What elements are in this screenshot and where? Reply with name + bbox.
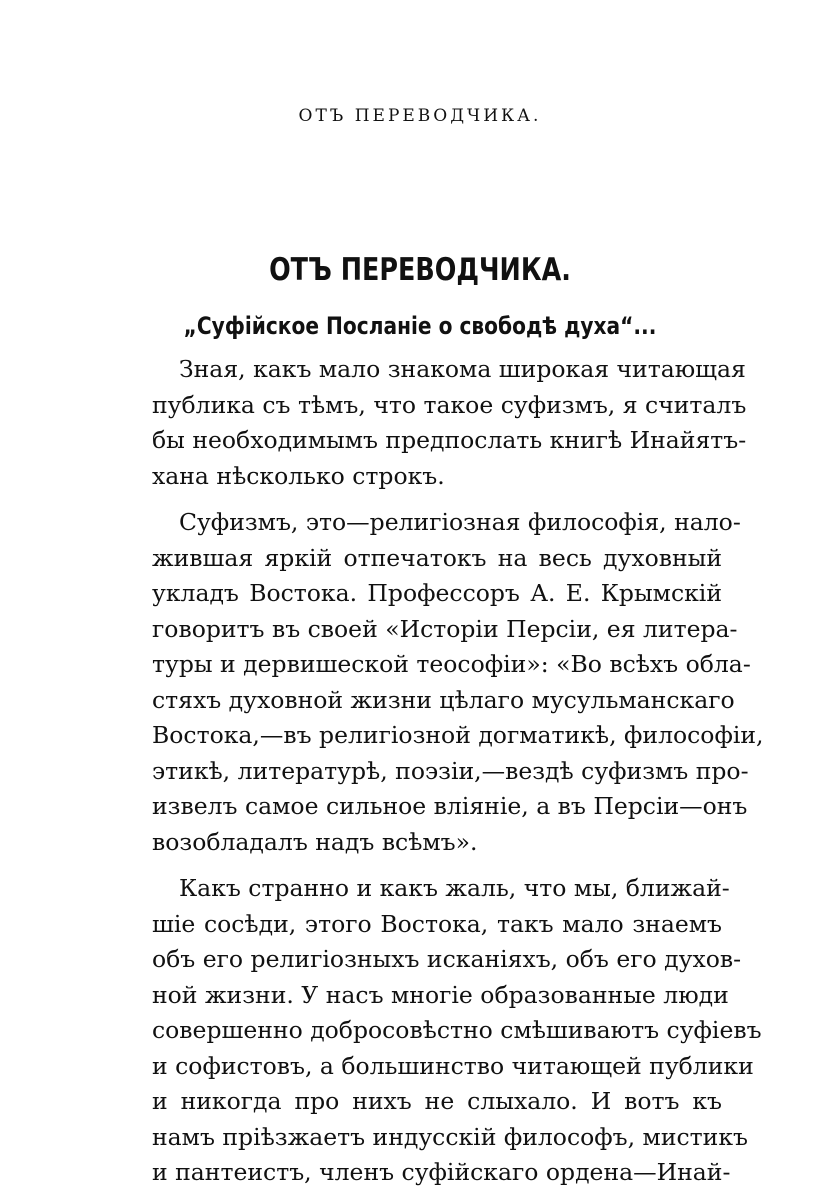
text-line: этикѣ, литературѣ, поэзiи,—вездѣ суфизмъ про- bbox=[152, 756, 749, 785]
text-line: хана нѣсколько строкъ. bbox=[152, 461, 445, 490]
text-line: бы необходимымъ предпослать книгѣ Инайятъ- bbox=[152, 426, 747, 454]
text-line: укладъ Востока. Профессоръ А. Е. Крымскiй bbox=[152, 579, 722, 607]
text-line: Какъ странно и какъ жаль, что мы, ближай- bbox=[179, 874, 730, 902]
text-line: объ его религiозныхъ исканiяхъ, объ его духов- bbox=[152, 945, 742, 973]
text-line: туры и дервишеской теософiи»: «Во всѣхъ обла- bbox=[152, 650, 751, 678]
text-line: Зная, какъ мало знакома широкая читающая bbox=[179, 355, 746, 383]
text-line: Востока,—въ религiозной догматикѣ, философiи, bbox=[152, 721, 764, 749]
text-line: публика съ тѣмъ, что такое суфизмъ, я считалъ bbox=[152, 390, 747, 419]
running-head: ОТЪ ПЕРЕВОДЧИКА. bbox=[298, 106, 542, 126]
text-line: говоритъ въ своей «Исторiи Персiи, ея литера- bbox=[152, 614, 738, 643]
chapter-heading: ОТЪ ПЕРЕВОДЧИКА. bbox=[269, 252, 571, 288]
text-line: и пантеистъ, членъ суфiйскаго ордена—Инай- bbox=[152, 1158, 731, 1186]
text-line: стяхъ духовной жизни цѣлаго мусульманскаго bbox=[152, 685, 735, 714]
body-text bbox=[152, 352, 764, 1191]
text-line: извелъ самое сильное влiянiе, а въ Персiи—онъ bbox=[152, 792, 748, 820]
chapter-subheading: „Суфiйское Посланiе о свободѣ духа“... bbox=[183, 312, 657, 340]
text-line: возобладалъ надъ всѣмъ». bbox=[152, 827, 478, 856]
text-line: шiе сосѣди, этого Востока, такъ мало знаемъ bbox=[152, 909, 722, 938]
text-line: намъ прiѣзжаетъ индусскiй философъ, мистикъ bbox=[152, 1122, 748, 1151]
text-line: ной жизни. У насъ многiе образованные люди bbox=[152, 980, 729, 1009]
text-line: совершенно добросовѣстно смѣшиваютъ суфiевъ bbox=[152, 1016, 762, 1044]
text-line: и софистовъ, а большинство читающей публики bbox=[152, 1051, 754, 1080]
text-line: и никогда про нихъ не слыхало. И вотъ къ bbox=[152, 1087, 722, 1115]
text-line: жившая яркiй отпечатокъ на весь духовный bbox=[152, 543, 722, 572]
text-line: Суфизмъ, это—религiозная философiя, нало- bbox=[179, 508, 741, 536]
